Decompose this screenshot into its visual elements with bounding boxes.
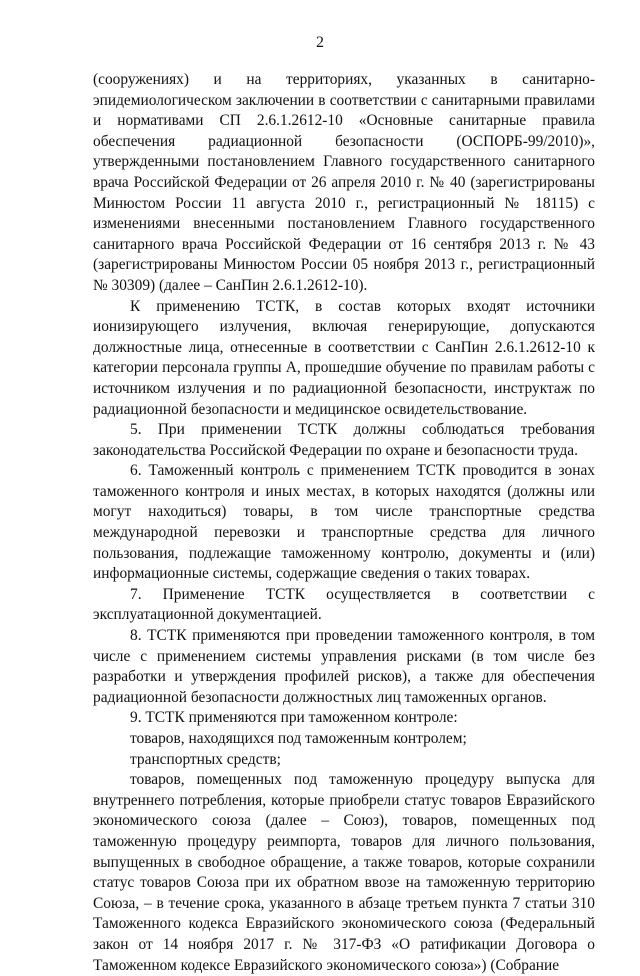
document-body	[93, 70, 595, 976]
paragraph-item-9: 9. ТСТК применяются при таможенном контроле:	[130, 709, 458, 727]
paragraph-sanitary-rules: (сооружениях) и на территориях, указанных в санитарно-эпидемиологическом заключении в соответствии с санитарными правилами и нормативами СП 2.6.1.2612-10 «Основные санитарные правила обеспечения радиационной безопасности (ОСПОРБ-99/2010)», утвержденными постановлением Главного государственного санитарного врача Российской Федерации от 26 апреля 2010 г. № 40 (зарегистрированы Минюстом России 11 августа 2010 г., регистрационный № 18115) с изменениями внесенными постановлением Главного государственного санитарного врача Российской Федерации от 16 сентября 2013 г. № 43 (зарегистрированы Минюстом России 05 ноября 2013 г., регистрационный № 30309) (далее – СанПин 2.6.1.2612-10).	[93, 71, 595, 294]
page-number: 2	[316, 34, 324, 51]
paragraph-item-6: 6. Таможенный контроль с применением ТСТК проводится в зонах таможенного контроля и иных местах, в которых находятся (должны или могут находиться) товары, в том числе транспортные средства международной перевозки и транспортные средства для личного пользования, подлежащие таможенному контролю, документы и (или) информационные системы, содержащие сведения о таких товарах.	[93, 462, 595, 583]
paragraph-item-8: 8. ТСТК применяются при проведении таможенного контроля, в том числе с применением системы управления рисками (в том числе без разработки и утверждения профилей рисков), а также для обеспечения радиационной безопасности должностных лиц таможенных органов.	[93, 627, 595, 706]
paragraph-item-7: 7. Применение ТСТК осуществляется в соответствии с эксплуатационной документацией.	[93, 585, 595, 624]
paragraph-personnel-admission: К применению ТСТК, в состав которых входят источники ионизирующего излучения, включая генерирующие, допускаются должностные лица, отнесенные в соответствии с СанПин 2.6.1.2612-10 к категории персонала группы А, прошедшие обучение по правилам работы с источником излучения и по радиационной безопасности, инструктаж по радиационной безопасности и медицинское освидетельствование.	[93, 297, 595, 418]
list-item-released-goods: товаров, помещенных под таможенную процедуру выпуска для внутреннего потребления, которые приобрели статус товаров Евразийского экономического союза (далее – Союз), товаров, помещенных под таможенную процедуру реимпорта, товаров для личного пользования, выпущенных в свободное обращение, а также товаров, которые сохранили статус товаров Союза при их обратном ввозе на таможенную территорию Союза, – в течение срока, указанного в абзаце третьем пункта 7 статьи 310 Таможенного кодекса Евразийского экономического союза (Федеральный закон от 14 ноября 2017 г. № 317-ФЗ «О ратификации Договора о Таможенном кодексе Евразийского экономического союза») (Собрание	[93, 771, 595, 974]
paragraph-item-5: 5. При применении ТСТК должны соблюдаться требования законодательства Российской Федерации по охране и безопасности труда.	[93, 421, 595, 459]
list-item-vehicles: транспортных средств;	[130, 750, 281, 768]
list-item-goods-under-control: товаров, находящихся под таможенным контролем;	[130, 730, 467, 747]
